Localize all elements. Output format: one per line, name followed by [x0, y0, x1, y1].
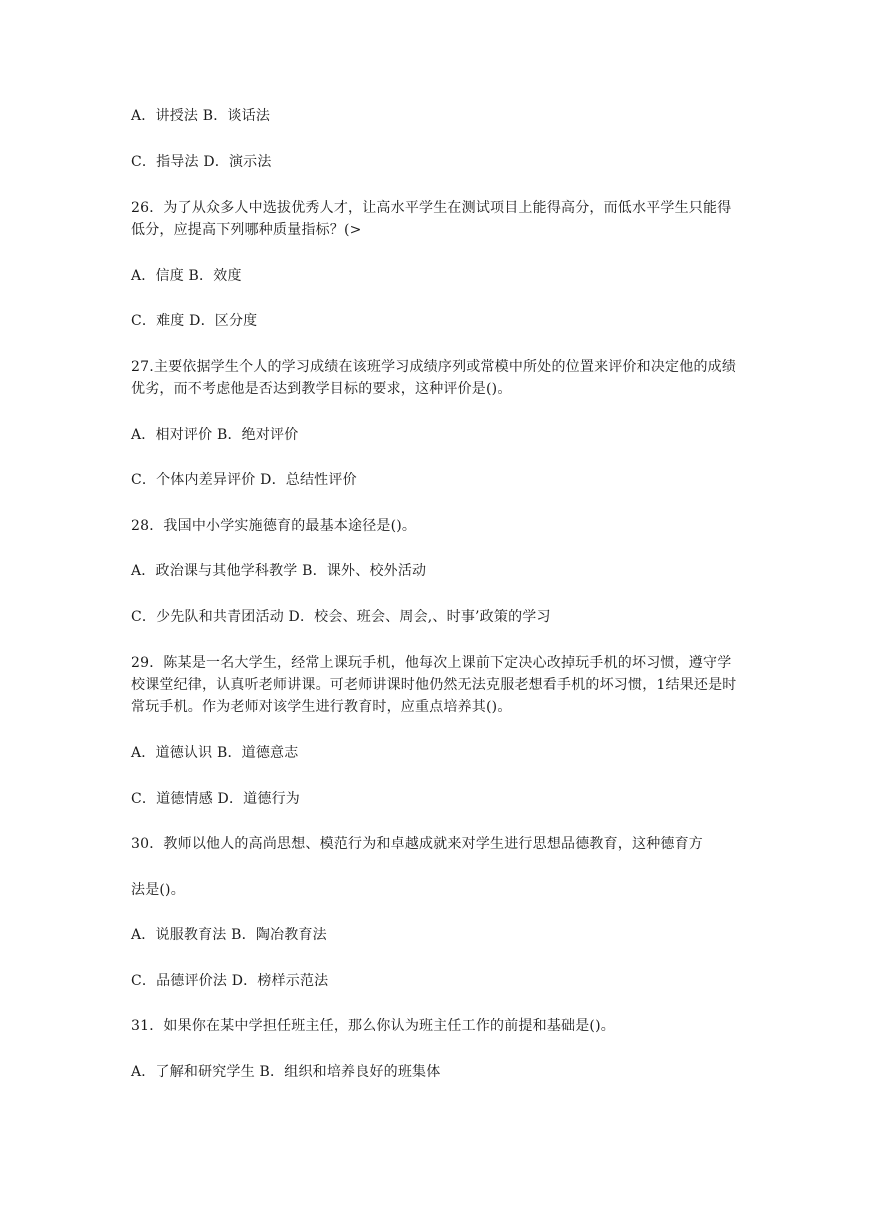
q26-question: 26．为了从众多人中选拔优秀人才，让高水平学生在测试项目上能得高分，而低水平学生只能得低分，应提高下列哪种质量指标？(>: [131, 200, 732, 238]
q27-question: 27.主要依据学生个人的学习成绩在该班学习成绩序列或常模中所处的位置来评价和决定他的成绩优劣，而不考虑他是否达到教学目标的要求，这种评价是()。: [131, 359, 737, 397]
q29-question: 29．陈某是一名大学生，经常上课玩手机，他每次上课前下定决心改掉玩手机的坏习惯，遵守学校课堂纪律，认真听老师讲课。可老师讲课时他仍然无法克服老想看手机的坏习惯，1结果还是时常玩手机。作为老师对该学生进行教育时，应重点培养其()。: [131, 655, 737, 715]
q26-options-ab: A．信度 B．效度: [131, 268, 242, 284]
q31-options-ab: A．了解和研究学生 B．组织和培养良好的班集体: [131, 1064, 441, 1080]
q27-options-ab: A．相对评价 B．绝对评价: [131, 427, 299, 443]
q28-options-ab: A．政治课与其他学科教学 B．课外、校外活动: [131, 563, 427, 579]
q25-options-ab: A．讲授法 B．谈话法: [131, 108, 271, 124]
q29-options-cd: C．道德情感 D．道德行为: [131, 791, 300, 807]
q31-question: 31．如果你在某中学担任班主任，那么你认为班主任工作的前提和基础是()。: [131, 1018, 615, 1034]
q28-options-cd: C．少先队和共青团活动 D．校会、班会、周会,、时事’政策的学习: [131, 609, 551, 625]
q30-question-line2: 法是()。: [131, 882, 185, 898]
q27-options-cd: C．个体内差异评价 D．总结性评价: [131, 472, 357, 488]
q30-options-cd: C．品德评价法 D．榜样示范法: [131, 973, 329, 989]
q30-question-line1: 30．教师以他人的高尚思想、模范行为和卓越成就来对学生进行思想品德教育，这种德育方: [131, 836, 704, 852]
q30-options-ab: A．说服教育法 B．陶冶教育法: [131, 927, 327, 943]
q26-options-cd: C．难度 D．区分度: [131, 313, 258, 329]
q29-options-ab: A．道德认识 B．道德意志: [131, 745, 299, 761]
q25-options-cd: C．指导法 D．演示法: [131, 154, 272, 170]
q28-question: 28．我国中小学实施德育的最基本途径是()。: [131, 518, 417, 534]
